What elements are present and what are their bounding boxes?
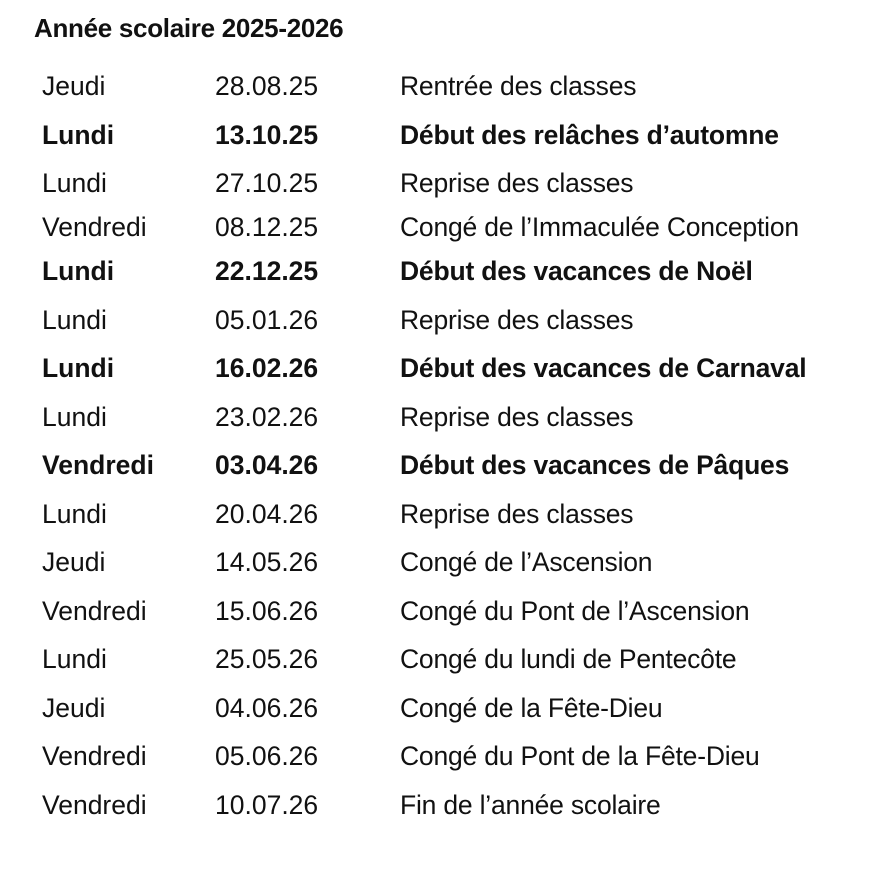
row-event: Congé du lundi de Pentecôte bbox=[400, 644, 737, 674]
schedule-row bbox=[0, 496, 884, 532]
row-date: 28.08.25 bbox=[215, 71, 319, 101]
schedule-row bbox=[0, 690, 884, 726]
row-day: Vendredi bbox=[42, 789, 147, 820]
row-day: Lundi bbox=[42, 644, 107, 674]
row-date: 22.12.25 bbox=[215, 256, 319, 286]
row-date: 05.01.26 bbox=[215, 304, 319, 335]
row-day: Vendredi bbox=[42, 450, 154, 480]
row-day: Lundi bbox=[42, 498, 107, 529]
row-event: Reprise des classes bbox=[400, 168, 634, 198]
row-day: Lundi bbox=[42, 401, 107, 432]
row-day: Jeudi bbox=[42, 547, 106, 577]
row-date: 16.02.26 bbox=[215, 353, 319, 383]
schedule-row bbox=[0, 787, 884, 823]
row-event: Reprise des classes bbox=[400, 304, 634, 335]
row-day: Vendredi bbox=[42, 741, 147, 771]
row-day: Vendredi bbox=[42, 595, 147, 626]
row-date: 05.06.26 bbox=[215, 741, 319, 771]
schedule-row bbox=[0, 253, 884, 289]
row-date: 08.12.25 bbox=[215, 212, 319, 242]
schedule-row bbox=[0, 593, 884, 629]
row-date: 10.07.26 bbox=[215, 789, 319, 820]
row-event: Début des vacances de Noël bbox=[400, 256, 753, 286]
row-event: Début des vacances de Pâques bbox=[400, 450, 790, 480]
row-event: Congé de l’Ascension bbox=[400, 547, 653, 577]
row-event: Congé du Pont de la Fête-Dieu bbox=[400, 741, 760, 771]
row-event: Début des vacances de Carnaval bbox=[400, 353, 807, 383]
schedule-row bbox=[0, 68, 884, 104]
row-event: Début des relâches d’automne bbox=[400, 119, 779, 150]
schedule-row bbox=[0, 544, 884, 580]
row-event: Congé de l’Immaculée Conception bbox=[400, 212, 799, 242]
row-date: 25.05.26 bbox=[215, 644, 319, 674]
row-date: 13.10.25 bbox=[215, 119, 319, 150]
schedule-row bbox=[0, 165, 884, 201]
row-event: Fin de l’année scolaire bbox=[400, 789, 661, 820]
row-event: Congé de la Fête-Dieu bbox=[400, 692, 663, 723]
row-event: Reprise des classes bbox=[400, 498, 634, 529]
row-day: Lundi bbox=[42, 256, 115, 286]
row-event: Rentrée des classes bbox=[400, 71, 637, 101]
row-date: 20.04.26 bbox=[215, 498, 319, 529]
row-date: 23.02.26 bbox=[215, 401, 319, 432]
row-day: Jeudi bbox=[42, 692, 106, 723]
document-title: Année scolaire 2025-2026 bbox=[34, 13, 344, 43]
row-day: Jeudi bbox=[42, 71, 106, 101]
row-date: 14.05.26 bbox=[215, 547, 319, 577]
schedule-row bbox=[0, 302, 884, 338]
schedule-row bbox=[0, 350, 884, 386]
row-date: 03.04.26 bbox=[215, 450, 319, 480]
row-day: Lundi bbox=[42, 119, 115, 150]
row-event: Reprise des classes bbox=[400, 401, 634, 432]
row-day: Lundi bbox=[42, 168, 107, 198]
schedule-row bbox=[0, 209, 884, 245]
schedule-row bbox=[0, 641, 884, 677]
row-date: 04.06.26 bbox=[215, 692, 319, 723]
schedule-row bbox=[0, 738, 884, 774]
row-date: 27.10.25 bbox=[215, 168, 319, 198]
row-day: Lundi bbox=[42, 353, 115, 383]
schedule-row bbox=[0, 117, 884, 153]
schedule-row bbox=[0, 447, 884, 483]
row-date: 15.06.26 bbox=[215, 595, 319, 626]
schedule-row bbox=[0, 399, 884, 435]
row-event: Congé du Pont de l’Ascension bbox=[400, 595, 750, 626]
row-day: Vendredi bbox=[42, 212, 147, 242]
row-day: Lundi bbox=[42, 304, 107, 335]
